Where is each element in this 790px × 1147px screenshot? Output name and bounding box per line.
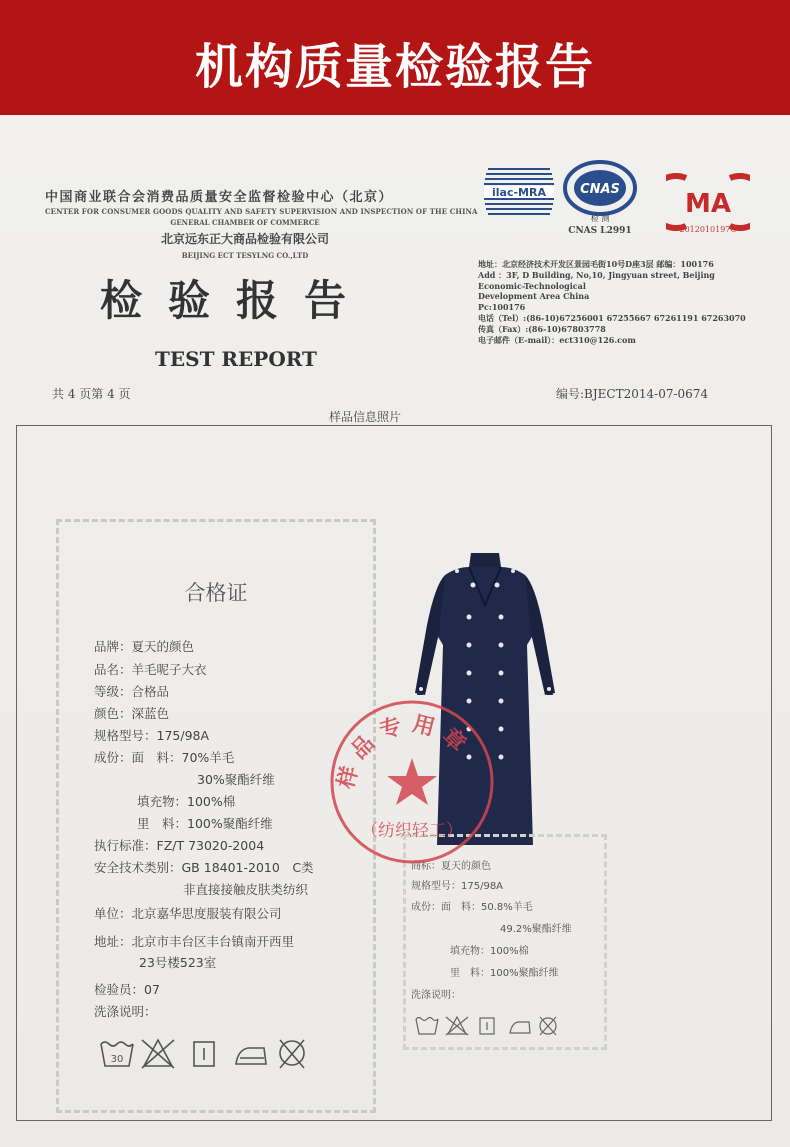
tag-filling: 填充物：100%棉	[450, 946, 529, 957]
address-line: Economic-Technological	[478, 280, 586, 291]
cert-standard: 执行标准：FZ/T 73020-2004	[94, 838, 265, 853]
report-title-en: TEST REPORT	[155, 347, 317, 371]
cert-grade: 等级：合格品	[94, 684, 170, 699]
ma-text: MA	[685, 189, 731, 219]
tag-composition-2: 49.2%聚酯纤维	[500, 924, 572, 935]
wash-30-icon	[416, 1018, 438, 1035]
cert-wash: 洗涤说明：	[94, 1004, 157, 1019]
no-dry-clean-icon	[540, 1017, 556, 1035]
cnas-sub-text: 检 测	[590, 214, 610, 223]
center-name-cn: 中国商业联合会消费品质量安全监督检验中心（北京）	[45, 190, 394, 205]
cnas-text: CNAS	[580, 182, 620, 197]
cert-company: 单位：北京嘉华思度服装有限公司	[94, 906, 282, 921]
report-title-cn: 检验报告	[100, 276, 373, 325]
tag-care-icons	[414, 1014, 560, 1036]
ma-number: 2012010197C	[679, 225, 737, 234]
chamber-name-en: GENERAL CHAMBER OF COMMERCE	[170, 218, 320, 227]
tag-lining: 里 料：100%聚酯纤维	[450, 968, 559, 979]
ilac-mra-logo-icon	[484, 162, 554, 224]
address-line: Add ：3F, D Building, No,10, Jingyuan street, Beijing	[478, 269, 715, 280]
tumble-dry-icon	[194, 1042, 214, 1066]
certificate-title: 合格证	[184, 581, 248, 605]
address-block	[478, 259, 778, 345]
cnas-logo-icon	[562, 156, 638, 236]
org-name-cn: 北京远东正大商品检验有限公司	[160, 232, 329, 246]
banner-title: 机构质量检验报告	[194, 39, 595, 95]
sample-seal-stamp	[326, 696, 498, 868]
phone-line: 电话（Tel）:(86-10)67256001 67255667 67261191 67263070	[478, 312, 746, 323]
org-name-en: BEIJING ECT TESYLNG CO.,LTD	[181, 251, 309, 260]
cert-address-2: 23号楼523室	[139, 955, 217, 970]
tag-composition: 成份：面 料：50.8%羊毛	[411, 902, 533, 913]
stamp-text-bottom: （纺织轻工）	[361, 821, 463, 841]
cert-lining: 里 料：100%聚酯纤维	[137, 816, 273, 831]
cert-product: 品名：羊毛呢子大衣	[94, 662, 207, 677]
iron-icon	[236, 1048, 266, 1064]
ilac-text: ilac-MRA	[492, 186, 546, 199]
tag-brand: 商标：夏天的颜色	[411, 861, 491, 872]
cert-color: 颜色：深蓝色	[94, 706, 170, 721]
cert-inspector: 检验员：07	[94, 982, 160, 997]
cert-size: 规格型号：175/98A	[94, 728, 210, 743]
header-banner	[0, 0, 790, 115]
no-bleach-icon	[142, 1040, 174, 1068]
tag-size: 规格型号：175/98A	[411, 881, 504, 892]
cert-composition-2: 30%聚酯纤维	[197, 772, 275, 787]
cert-filling: 填充物：100%棉	[137, 794, 236, 809]
iron-icon	[510, 1022, 530, 1033]
center-name-en: CENTER FOR CONSUMER GOODS QUALITY AND SAFETY SUPERVISION AND INSPECTION OF THE CHINA	[45, 207, 478, 216]
cert-composition: 成份：面 料：70%羊毛	[94, 750, 235, 765]
address-line: 地址：北京经济技术开发区景园毛街10号D座3层 邮编：100176	[478, 259, 714, 269]
cert-brand: 品牌：夏天的颜色	[94, 639, 195, 654]
tumble-dry-icon	[480, 1018, 494, 1034]
page-count: 共 4 页第 4 页	[52, 387, 131, 401]
email-line: 电子邮件（E-mail）：ect310@126.com	[478, 334, 636, 345]
address-line: Pc:100176	[478, 302, 526, 313]
photo-section-label: 样品信息照片	[328, 410, 401, 424]
care-icons	[98, 1036, 308, 1070]
cert-safety: 安全技术类别：GB 18401-2010 C类	[94, 860, 314, 875]
cnas-number: CNAS L2991	[568, 226, 632, 236]
no-bleach-icon	[446, 1017, 468, 1035]
svg-text:30: 30	[110, 1054, 124, 1065]
no-dry-clean-icon	[280, 1040, 304, 1068]
cert-address: 地址：北京市丰台区丰台镇南开西里	[94, 934, 295, 949]
address-line: Development Area China	[478, 291, 590, 302]
stamp-text-top: 样品专用章	[333, 711, 477, 792]
report-number: 编号:BJECT2014-07-0674	[556, 387, 709, 401]
tag-wash: 洗涤说明：	[411, 990, 461, 1001]
wash-30-icon	[101, 1042, 133, 1066]
cert-safety-2: 非直接接触皮肤类纺织	[183, 882, 309, 897]
fax-line: 传真（Fax）:(86-10)67803778	[478, 323, 606, 334]
